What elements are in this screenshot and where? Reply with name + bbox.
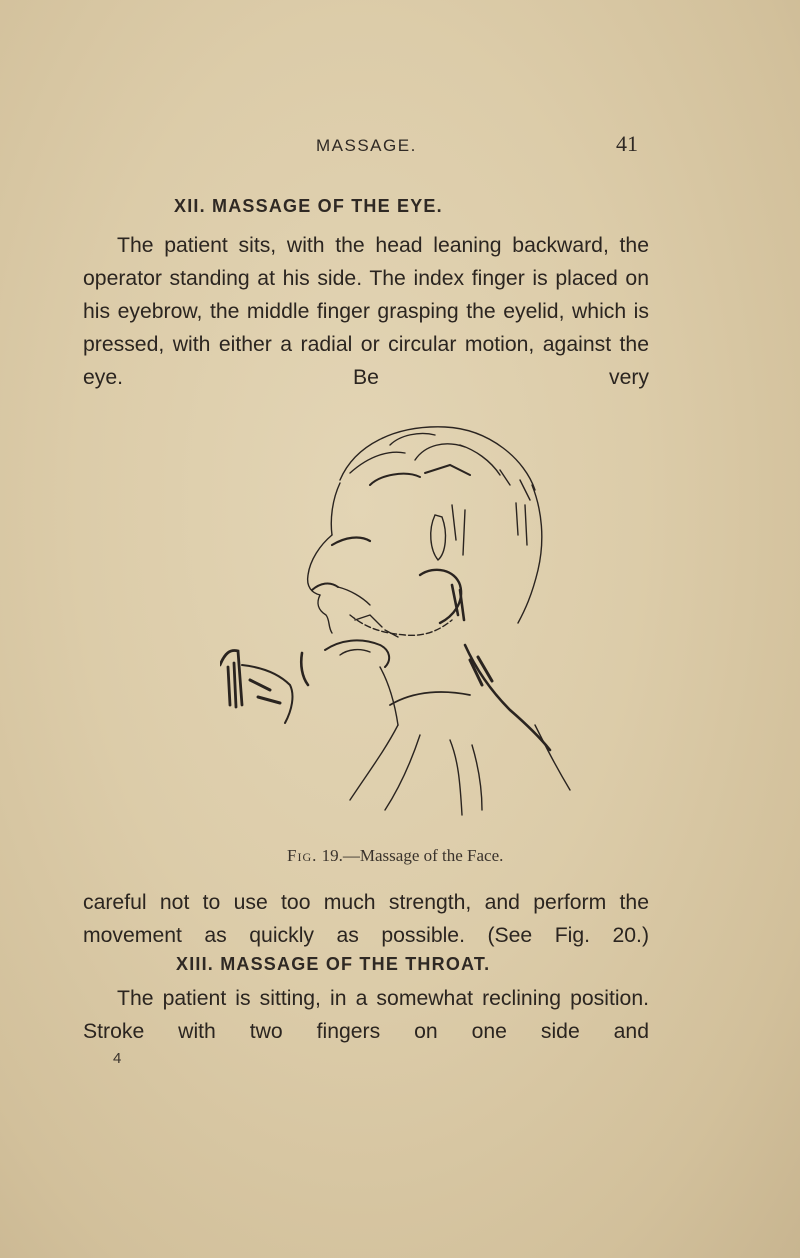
page-number: 41 <box>616 131 638 156</box>
signature-mark: 4 <box>113 1050 122 1067</box>
figure-label: Fig. <box>287 846 318 865</box>
section-heading-eye: XII. MASSAGE OF THE EYE. <box>174 196 443 216</box>
figure-caption-text: 19.—Massage of the Face. <box>321 846 504 865</box>
running-head: MASSAGE. <box>316 136 417 155</box>
paragraph-eye: The patient sits, with the head leaning backward, the operator standing at his side. The index finger is placed on his eyebrow, the middle finger grasping the eyelid, which is pressed, with either a radial or circular motion, against the eye. Be very <box>83 234 649 389</box>
paragraph-throat: The patient is sitting, in a somewhat reclining position. Stroke with two fingers on one side and <box>83 987 649 1043</box>
face-massage-illustration <box>220 405 580 825</box>
section-heading-throat: XIII. MASSAGE OF THE THROAT. <box>176 954 491 974</box>
paragraph-continuation: careful not to use too much strength, and perform the movement as quickly as possible. (See Fig. 20.) <box>83 891 649 947</box>
figure-caption <box>287 846 503 866</box>
